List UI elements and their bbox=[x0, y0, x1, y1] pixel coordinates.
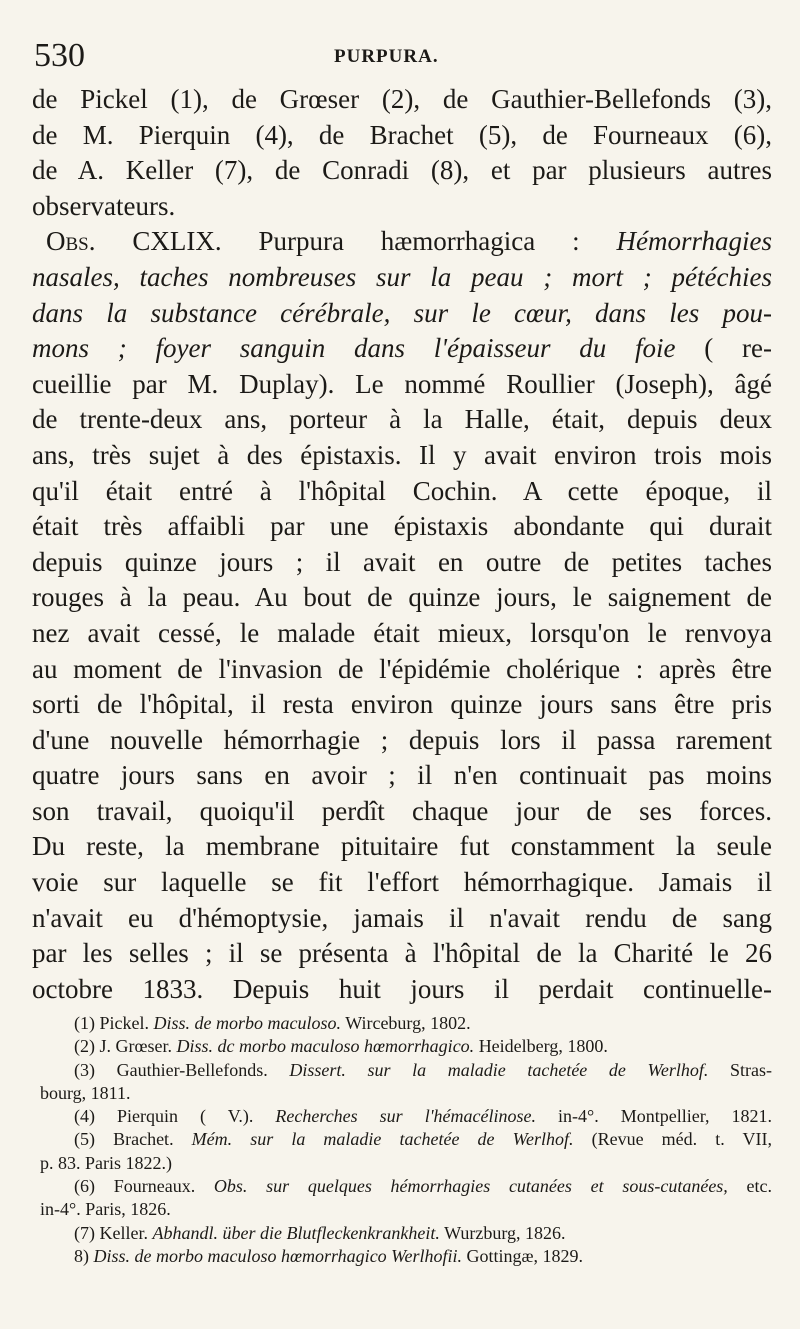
body-line: son travail, quoiqu'il perdît chaque jour de ses forces. bbox=[32, 795, 772, 826]
body-line: observateurs. bbox=[32, 190, 176, 221]
body-line: de A. Keller (7), de Conradi (8), et par plusieurs autres bbox=[32, 155, 772, 186]
body-line: voie sur laquelle se fit l'effort hémorrhagique. Jamais il bbox=[32, 867, 772, 898]
body-line: depuis quinze jours ; il avait en outre de petites taches bbox=[32, 546, 772, 577]
body-line: rouges à la peau. Au bout de quinze jours, le saignement de bbox=[32, 582, 772, 613]
page-number: 530 bbox=[34, 37, 85, 74]
body-line: d'une nouvelle hémorrhagie ; depuis lors il passa rarement bbox=[32, 724, 772, 755]
body-line-italic bbox=[32, 260, 772, 296]
body-line: Du reste, la membrane pituitaire fut constamment la seule bbox=[32, 831, 772, 862]
footnote-4: (4) Pierquin ( V.). Recherches sur l'hémacélinose. in-4°. Montpellier, 1821. bbox=[74, 1106, 772, 1127]
body-line: au moment de l'invasion de l'épidémie cholérique : après être bbox=[32, 653, 772, 684]
observation-title-italic: Hémorrhagies bbox=[616, 226, 772, 257]
body-line: n'avait eu d'hémoptysie, jamais il n'avait rendu de sang bbox=[32, 902, 772, 933]
body-line: quatre jours sans en avoir ; il n'en continuait pas moins bbox=[32, 760, 772, 791]
body-line: de trente-deux ans, porteur à la Halle, était, depuis deux bbox=[32, 404, 772, 435]
footnote-6: (6) Fourneaux. Obs. sur quelques hémorrhagies cutanées et sous-cutanées, etc. bbox=[74, 1176, 772, 1197]
body-line: par les selles ; il se présenta à l'hôpital de la Charité le 26 bbox=[32, 938, 772, 969]
body-line: était très affaibli par une épistaxis abondante qui durait bbox=[32, 511, 772, 542]
roman-text: ( re- bbox=[675, 333, 772, 364]
body-line: de M. Pierquin (4), de Brachet (5), de Fourneaux (6), bbox=[32, 119, 772, 150]
italic-text: nasales, taches nombreuses sur la peau ; mort ; pétéchies bbox=[32, 261, 772, 292]
body-line: sorti de l'hôpital, il resta environ quinze jours sans être pris bbox=[32, 689, 772, 720]
observation-number: Obs. CXLIX. bbox=[46, 226, 222, 257]
footnote-5: (5) Brachet. Mém. sur la maladie tachetée de Werlhof. (Revue méd. t. VII, bbox=[74, 1129, 772, 1150]
footnote-7: (7) Keller. Abhandl. über die Blutfleckenkrankheit. Wurzburg, 1826. bbox=[74, 1222, 566, 1243]
body-text bbox=[32, 82, 772, 1007]
footnote-3: (3) Gauthier-Bellefonds. Dissert. sur la maladie tachetée de Werlhof. Stras- bbox=[74, 1059, 772, 1080]
footnotes bbox=[40, 1012, 772, 1268]
footnote-6-continued: in-4°. Paris, 1826. bbox=[40, 1199, 171, 1220]
body-line: qu'il était entré à l'hôpital Cochin. A cette époque, il bbox=[32, 475, 772, 506]
running-title: PURPURA. bbox=[334, 46, 439, 67]
footnote-5-continued: p. 83. Paris 1822.) bbox=[40, 1152, 172, 1173]
body-line: cueillie par M. Duplay). Le nommé Roullier (Joseph), âgé bbox=[32, 368, 772, 399]
body-line: nez avait cessé, le malade était mieux, lorsqu'on le renvoya bbox=[32, 617, 772, 648]
body-line-italic bbox=[32, 296, 772, 332]
footnote-8: 8) Diss. de morbo maculoso hœmorrhagico Werlhofii. Gottingæ, 1829. bbox=[74, 1245, 584, 1266]
body-line: octobre 1833. Depuis huit jours il perdait continuelle- bbox=[32, 973, 772, 1004]
footnote-2: (2) J. Grœser. Diss. dc morbo maculoso hœmorrhagico. Heidelberg, 1800. bbox=[74, 1036, 608, 1057]
body-line: de Pickel (1), de Grœser (2), de Gauthier-Bellefonds (3), bbox=[32, 84, 772, 114]
italic-text: mons ; foyer sanguin dans l'épaisseur du foie bbox=[32, 333, 676, 364]
body-line: ans, très sujet à des épistaxis. Il y avait environ trois mois bbox=[32, 439, 772, 470]
italic-text: dans la substance cérébrale, sur le cœur, dans les pou- bbox=[32, 297, 772, 328]
footnote-1: (1) Pickel. Diss. de morbo maculoso. Wirceburg, 1802. bbox=[74, 1013, 471, 1033]
footnote-3-continued: bourg, 1811. bbox=[40, 1082, 131, 1103]
observation-heading-line bbox=[32, 224, 772, 260]
body-line-mixed bbox=[32, 331, 772, 367]
page-header bbox=[34, 36, 760, 80]
observation-title: Purpura hæmorrhagica : bbox=[221, 226, 617, 257]
